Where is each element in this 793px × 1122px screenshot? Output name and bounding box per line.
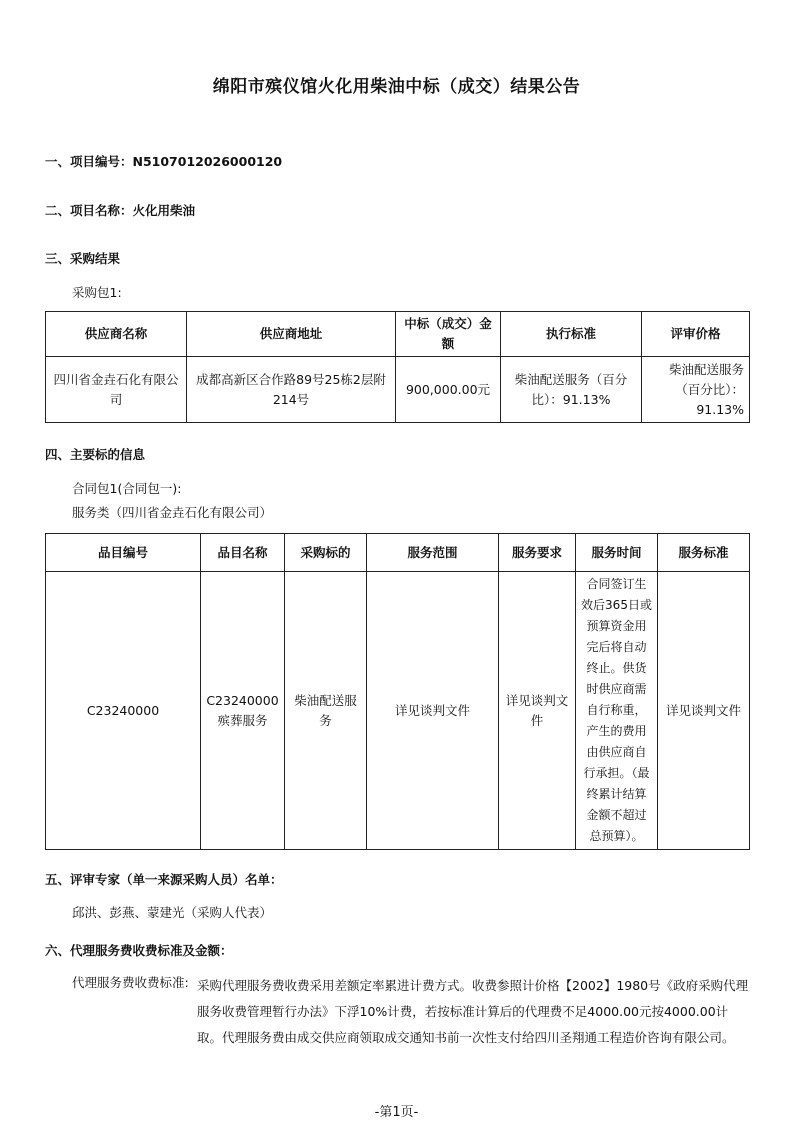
table-row [46,572,750,850]
header-service-scope: 服务范围 [367,534,499,572]
header-subject: 采购标的 [285,534,367,572]
header-execution-standard: 执行标准 [501,312,642,357]
header-item-name: 品目名称 [201,534,285,572]
header-item-code: 品目编号 [46,534,201,572]
item-table [45,533,750,850]
page-number: -第1页- [374,1105,419,1120]
header-service-time: 服务时间 [576,534,658,572]
service-label: 服务类（四川省金垚石化有限公司） [72,505,273,520]
fee-label: 代理服务费收费标准: [72,975,189,990]
page-title: 绵阳市殡仪馆火化用柴油中标（成交）结果公告 [212,77,581,97]
section-experts: 五、评审专家（单一来源采购人员）名单： [45,872,283,887]
header-bid-amount: 中标（成交）金额 [396,312,501,357]
expert-list: 邱洪、彭燕、蒙建光（采购人代表） [72,905,273,920]
header-supplier-address: 供应商地址 [187,312,396,357]
cell-item-code: C23240000 [46,572,201,850]
cell-item-name: C23240000 殡葬服务 [201,572,285,850]
section-agency-fee: 六、代理服务费收费标准及金额： [45,943,233,958]
cell-execution-standard: 柴油配送服务（百分比）：91.13% [501,357,642,423]
contract-label: 合同包1(合同包一): [72,481,182,496]
header-review-price: 评审价格 [642,312,750,357]
table-row [46,357,750,423]
cell-review-price: 柴油配送服务（百分比）：91.13% [642,357,750,423]
cell-service-requirement: 详见谈判文件 [499,572,576,850]
cell-service-standard: 详见谈判文件 [658,572,750,850]
section-procurement-result: 三、采购结果 [45,251,121,266]
cell-supplier-name: 四川省金垚石化有限公司 [46,357,187,423]
cell-bid-amount: 900,000.00元 [396,357,501,423]
cell-subject: 柴油配送服务 [285,572,367,850]
header-supplier-name: 供应商名称 [46,312,187,357]
fee-text: 采购代理服务费收费采用差额定率累进计费方式。收费参照计价格【2002】1980号《政府采购代理服务收费管理暂行办法》下浮10%计费，若按标准计算后的代理费不足4000.00元按4000.00计取。代理服务费由成交供应商领取成交通知书前一次性支付给四川圣翔通工程造价咨询有限公司。 [197,978,749,1045]
cell-service-scope: 详见谈判文件 [367,572,499,850]
section-project-number: 一、项目编号：N5107012026000120 [45,154,283,169]
header-service-standard: 服务标准 [658,534,750,572]
result-table [45,311,750,423]
section-project-name: 二、项目名称：火化用柴油 [45,203,196,218]
header-service-requirement: 服务要求 [499,534,576,572]
cell-service-time: 合同签订生效后365日或预算资金用完后将自动终止。供货时供应商需自行称重，产生的费用由供应商自行承担。（最终累计结算金额不超过总预算）。 [576,572,658,850]
section-main-subject: 四、主要标的信息 [45,447,146,462]
package-label: 采购包1: [72,285,122,300]
cell-supplier-address: 成都高新区合作路89号25栋2层附214号 [187,357,396,423]
